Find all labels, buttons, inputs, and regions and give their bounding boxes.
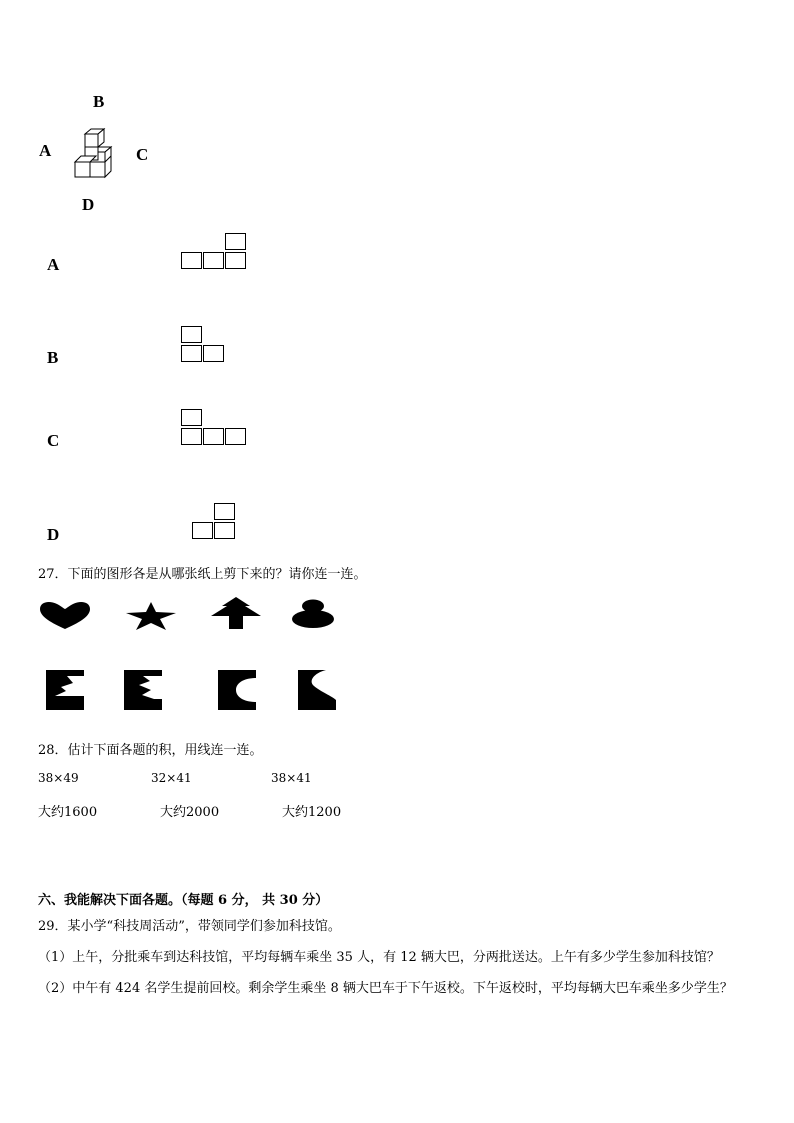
q27-prompt: 27．下面的图形各是从哪张纸上剪下来的？请你连一连。 bbox=[38, 567, 367, 582]
option-d-label: D bbox=[47, 525, 60, 544]
option-a-label: A bbox=[47, 255, 60, 274]
q29-part-1: （1）上午，分批乘车到达科技馆，平均每辆车乘坐 35 人，有 12 辆大巴，分两批送达。上午有多少学生参加科技馆？ bbox=[38, 950, 720, 965]
option-b-squares[interactable] bbox=[181, 326, 229, 364]
view-label-right: C bbox=[136, 145, 149, 164]
mushroom-icon[interactable] bbox=[290, 599, 338, 629]
option-d-squares[interactable] bbox=[192, 503, 240, 541]
view-label-bottom: D bbox=[82, 195, 95, 214]
q29-part-2: （2）中午有 424 名学生提前回校。剩余学生乘坐 8 辆大巴车于下午返校。下午返校时，平均每辆大巴车乘坐多少学生？ bbox=[38, 981, 733, 996]
q28-prompt: 28．估计下面各题的积，用线连一连。 bbox=[38, 743, 263, 758]
paper-cut-semicircle-icon[interactable] bbox=[218, 670, 256, 710]
cube-stack-figure bbox=[70, 126, 122, 180]
expression-3[interactable]: 38×41 bbox=[271, 771, 312, 785]
paper-cut-curve-icon[interactable] bbox=[298, 670, 336, 710]
estimate-3[interactable]: 大约1200 bbox=[282, 805, 342, 820]
option-c-label: C bbox=[47, 431, 60, 450]
option-c-squares[interactable] bbox=[181, 409, 251, 447]
view-label-top: B bbox=[93, 92, 105, 111]
paper-cut-step-icon[interactable] bbox=[124, 670, 162, 710]
estimate-1[interactable]: 大约1600 bbox=[38, 805, 98, 820]
view-label-left: A bbox=[39, 141, 52, 160]
option-b-label: B bbox=[47, 348, 59, 367]
star-icon[interactable] bbox=[125, 602, 177, 630]
estimate-2[interactable]: 大约2000 bbox=[160, 805, 220, 820]
tree-icon[interactable] bbox=[208, 597, 264, 629]
q29-prompt: 29．某小学“科技周活动”，带领同学们参加科技馆。 bbox=[38, 919, 341, 934]
expression-1[interactable]: 38×49 bbox=[38, 771, 79, 785]
section-6-heading: 六、我能解决下面各题。（每题 6 分， 共 30 分） bbox=[38, 893, 329, 908]
heart-icon[interactable] bbox=[38, 597, 92, 631]
option-a-squares[interactable] bbox=[181, 233, 251, 271]
expression-2[interactable]: 32×41 bbox=[151, 771, 192, 785]
paper-cut-zigzag-icon[interactable] bbox=[46, 670, 84, 710]
